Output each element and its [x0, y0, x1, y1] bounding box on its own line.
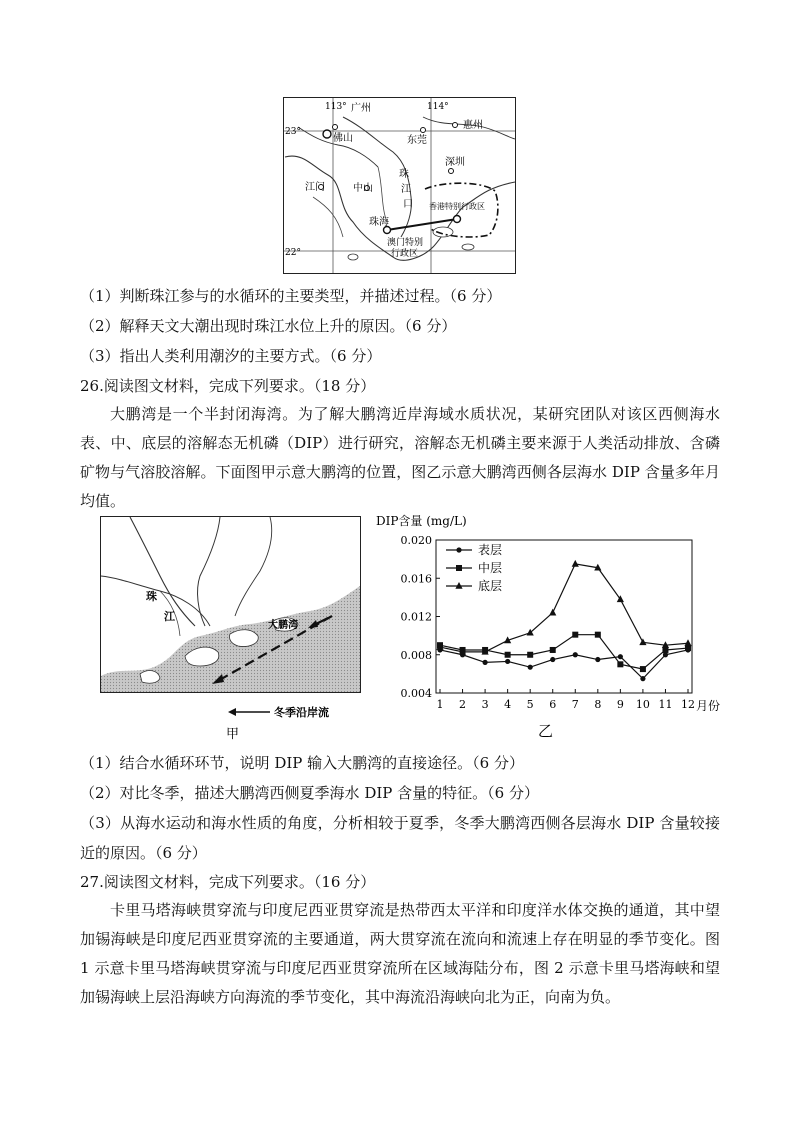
y-tick-label: 0.012: [400, 610, 432, 624]
city-marker-huizhou: [453, 123, 458, 128]
map1-lon-114: 114°: [427, 102, 449, 112]
legend-marker: [456, 547, 461, 552]
q25-item-3: （3）指出人类利用潮汐的主要方式。（6 分）: [80, 347, 382, 365]
map2-caption: 甲: [226, 727, 240, 742]
y-tick-label: 0.008: [400, 648, 432, 662]
map1-lat-23: 23°: [285, 127, 301, 137]
city-marker-hongkong: [454, 216, 461, 223]
series-3-point: [684, 639, 691, 646]
map1-label-jiang: 江: [401, 184, 411, 195]
map2-label-zhu: 珠: [146, 590, 157, 603]
legend-marker: [456, 565, 462, 571]
chart-plot-frame: [436, 540, 692, 693]
series-3-point: [572, 560, 579, 567]
map1-label-kou: 口: [403, 199, 413, 210]
series-2-point: [572, 632, 578, 638]
series-1-point: [618, 654, 623, 659]
city-marker-shenzhen: [449, 169, 454, 174]
map1-label-zhu: 珠: [399, 169, 409, 180]
map1-label-jiangmen: 江门: [305, 182, 325, 193]
q26-material: 大鹏湾是一个半封闭海湾。为了解大鹏湾近岸海域水质状况，某研究团队对该区西侧海水表、中、底层的溶解态无机磷（DIP）进行研究，溶解态无机磷主要来源于人类活动排放、含磷矿物与气溶胶溶解。下面图甲示意大鹏湾的位置，图乙示意大鹏湾西侧各层海水 DIP 含量多年月均值。: [80, 405, 720, 510]
legend-label: 中层: [478, 561, 503, 575]
q27-heading: 27.阅读图文材料，完成下列要求。（16 分）: [80, 873, 376, 891]
series-3-point: [549, 609, 556, 616]
series-1-point: [595, 657, 600, 662]
x-tick-label: 10: [635, 698, 650, 711]
x-tick-label: 2: [459, 698, 467, 711]
y-tick-label: 0.004: [400, 687, 432, 700]
x-tick-label: 8: [594, 698, 602, 711]
series-2-point: [527, 652, 533, 658]
legend-label: 表层: [478, 543, 503, 557]
map1-label-foshan: 佛山: [333, 133, 353, 144]
dapeng-bay-map: [100, 516, 362, 742]
map1-lon-113: 113°: [325, 102, 347, 112]
q25-item-1: （1）判断珠江参与的水循环的主要类型，并描述过程。（6 分）: [80, 287, 502, 305]
x-tick-label: 11: [658, 698, 673, 711]
series-2-point: [640, 666, 646, 672]
x-tick-label: 5: [526, 698, 534, 711]
x-tick-label: 12: [681, 698, 695, 711]
map1-label-zhongshan: 中山: [353, 183, 373, 194]
series-1-point: [482, 660, 487, 665]
series-1-point: [573, 652, 578, 657]
series-2-point: [505, 652, 511, 658]
map2-label-jiang: 江: [164, 610, 175, 623]
pearl-river-delta-map: [283, 97, 516, 274]
x-tick-label: 3: [481, 698, 489, 711]
series-2-point: [550, 647, 556, 653]
x-tick-label: 4: [504, 698, 512, 711]
series-3-point: [639, 638, 646, 645]
map1-label-shenzhen: 深圳: [445, 157, 465, 168]
map1-label-dongguan: 东莞: [407, 135, 427, 146]
city-marker-dongguan: [421, 128, 426, 133]
x-tick-label: 1: [436, 698, 444, 711]
chart-ylabel: DIP含量 (mg/L): [376, 514, 467, 528]
q26-item-2: （2）对比冬季，描述大鹏湾西侧夏季海水 DIP 含量的特征。（6 分）: [80, 784, 539, 802]
map1-label-guangzhou: 广州: [351, 103, 371, 114]
y-tick-label: 0.016: [400, 572, 432, 586]
legend-label: 底层: [478, 579, 503, 593]
series-1-point: [505, 659, 510, 664]
q26-heading: 26.阅读图文材料，完成下列要求。（18 分）: [80, 377, 376, 395]
x-tick-label: 7: [571, 698, 579, 711]
legend-current-arrow: [228, 708, 236, 716]
q26-item-1: （1）结合水循环环节，说明 DIP 输入大鹏湾的直接途径。（6 分）: [80, 754, 524, 772]
x-tick-label: 6: [549, 698, 557, 711]
map1-label-hksar: 香港特别行政区: [429, 202, 485, 211]
city-marker-guangzhou: [333, 125, 338, 130]
map1-lat-22: 22°: [285, 248, 301, 258]
map1-label-huizhou: 惠州: [463, 120, 483, 131]
city-marker-foshan: [323, 130, 331, 138]
map1-label-zhuhai: 珠海: [369, 217, 389, 228]
q26-item-3: （3）从海水运动和海水性质的角度，分析相较于夏季，冬季大鹏湾西侧各层海水 DIP 含量较接近的原因。（6 分）: [80, 814, 720, 862]
series-line-1: [440, 650, 688, 679]
x-tick-label: 9: [616, 698, 624, 711]
series-2-point: [595, 632, 601, 638]
q27-material: 卡里马塔海峡贯穿流与印度尼西亚贯穿流是热带西太平洋和印度洋水体交换的通道，其中望加锡海峡是印度尼西亚贯穿流的主要通道，两大贯穿流在流向和流速上存在明显的季节变化。图 1 示意卡里马塔海峡贯穿流与印度尼西亚贯穿流所在区域海陆分布，图 2 示意卡里马塔海峡和望加锡海峡上层沿海峡方向海流的季节变化，其中海流沿海峡向北为正，向南为负。: [80, 901, 720, 1006]
dip-line-chart: [372, 512, 722, 742]
series-1-point: [640, 676, 645, 681]
map2-label-dapeng-bay: 大鹏湾: [268, 620, 298, 631]
y-tick-label: 0.020: [400, 534, 432, 547]
q25-item-2: （2）解释天文大潮出现时珠江水位上升的原因。（6 分）: [80, 317, 457, 335]
legend-current-label: 冬季沿岸流: [274, 706, 329, 719]
series-1-point: [550, 657, 555, 662]
series-line-3: [440, 564, 688, 652]
series-2-point: [617, 661, 623, 667]
chart-caption: 乙: [538, 722, 554, 740]
chart-xlabel: 月份: [696, 699, 721, 713]
series-1-point: [528, 665, 533, 670]
map1-label-macau-1: 澳门特别: [387, 238, 424, 248]
map1-label-macau-2: 行政区: [391, 249, 419, 259]
